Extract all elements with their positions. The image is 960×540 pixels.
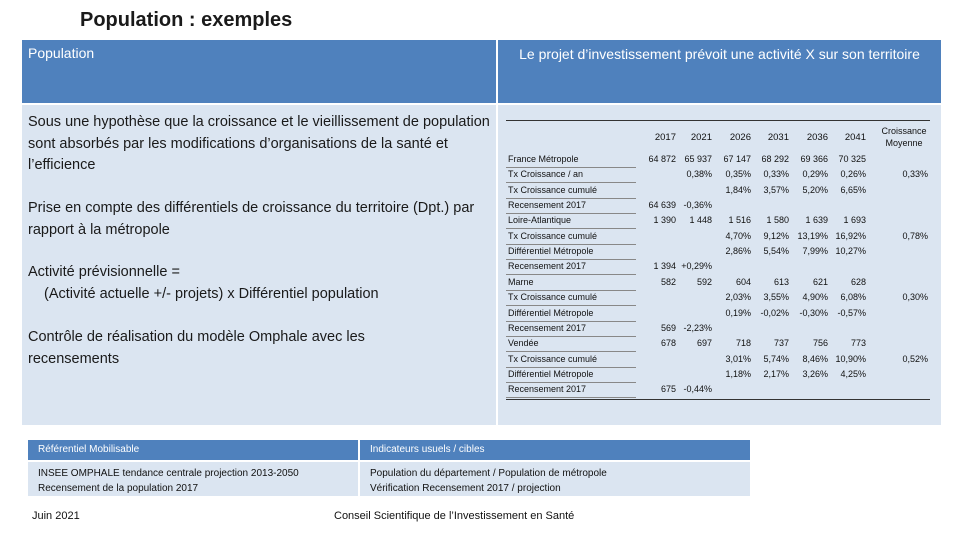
table-cell: 65 937 <box>684 154 712 164</box>
table-row-label: Loire-Atlantique <box>508 215 572 226</box>
paragraph-differential: Prise en compte des différentiels de croissance du territoire (Dpt.) par rapport à la métropole <box>28 200 475 238</box>
table-cell: 628 <box>850 276 866 287</box>
table-cell: 2,86% <box>725 246 751 257</box>
table-cell: 69 366 <box>800 154 828 164</box>
avg-growth-cell: 0,30% <box>902 292 928 303</box>
table-cell: 613 <box>773 276 789 287</box>
row-divider <box>506 198 636 199</box>
table-row-label: Tx Croissance cumulé <box>508 353 598 364</box>
table-cell: -0,36% <box>683 200 712 211</box>
table-row-label: Recensement 2017 <box>508 384 587 395</box>
paragraph-hypothesis: Sous une hypothèse que la croissance et le vieillissement de population sont absorbés par les modifications d’organisations de la santé et l’efficience <box>28 114 490 173</box>
year-header-2017: 2017 <box>654 132 676 143</box>
table-cell: 64 872 <box>648 154 676 164</box>
avg-growth-header: Croissance Moyenne <box>881 126 927 148</box>
table-cell: 756 <box>812 338 828 349</box>
table-row-label: Tx Croissance cumulé <box>508 292 598 303</box>
footer-date: Juin 2021 <box>32 510 80 522</box>
table-cell: 9,12% <box>763 230 789 241</box>
table-cell: 10,27% <box>835 246 866 257</box>
table-cell: 5,20% <box>802 184 828 195</box>
referentiel-cell <box>28 462 358 496</box>
table-cell: -0,57% <box>837 307 866 318</box>
table-row-label: Tx Croissance / an <box>508 169 584 180</box>
table-cell: 6,65% <box>840 184 866 195</box>
table-cell: 773 <box>850 338 866 349</box>
left-panel <box>22 105 496 425</box>
year-header-2021: 2021 <box>690 132 712 143</box>
row-divider <box>506 167 636 168</box>
indicators-cell <box>360 462 750 496</box>
row-divider <box>506 305 636 306</box>
table-cell: 2,03% <box>725 292 751 303</box>
table-cell: -2,23% <box>683 322 712 333</box>
table-cell: 13,19% <box>797 230 828 241</box>
year-header-2026: 2026 <box>729 132 751 143</box>
row-divider <box>506 290 636 291</box>
year-header-2041: 2041 <box>844 132 866 143</box>
table-cell: 582 <box>660 276 676 287</box>
avg-growth-cell: 0,78% <box>902 230 928 241</box>
table-cell: 2,17% <box>763 368 789 379</box>
table-cell: 1 394 <box>653 261 676 272</box>
table-cell: 0,33% <box>763 169 789 180</box>
table-cell: 64 639 <box>648 200 676 211</box>
table-cell: 3,26% <box>802 368 828 379</box>
table-cell: -0,02% <box>760 307 789 318</box>
header-project: Le projet d’investissement prévoit une activité X sur son territoire <box>498 40 941 103</box>
row-divider <box>506 397 636 398</box>
table-cell: 1,18% <box>725 368 751 379</box>
year-header-2031: 2031 <box>767 132 789 143</box>
table-cell: 7,99% <box>802 246 828 257</box>
row-divider <box>506 244 636 245</box>
table-row-label: Différentiel Métropole <box>508 246 594 257</box>
table-cell: 592 <box>696 276 712 287</box>
table-cell: 0,38% <box>686 169 712 180</box>
table-row-label: Recensement 2017 <box>508 261 587 272</box>
table-cell: +0,29% <box>681 261 712 272</box>
slide-title: Population : exemples <box>80 9 293 31</box>
table-cell: 70 325 <box>838 154 866 164</box>
table-cell: 1,84% <box>725 184 751 195</box>
table-cell: 0,19% <box>725 307 751 318</box>
table-cell: 1 516 <box>728 215 751 226</box>
indicators-line-2: Vérification Recensement 2017 / projection <box>370 483 561 494</box>
table-row-label: Tx Croissance cumulé <box>508 230 598 241</box>
footer-organization: Conseil Scientifique de l’Investissement en Santé <box>334 510 575 522</box>
table-cell: 4,90% <box>802 292 828 303</box>
row-divider <box>506 336 636 337</box>
table-cell: 675 <box>660 384 676 395</box>
table-cell: 569 <box>660 322 676 333</box>
indicators-line-1: Population du département / Population de métropole <box>370 468 607 479</box>
table-row-label: Différentiel Métropole <box>508 368 594 379</box>
table-cell: -0,30% <box>799 307 828 318</box>
table-cell: 67 147 <box>723 154 751 164</box>
table-row-label: Différentiel Métropole <box>508 307 594 318</box>
table-cell: 0,26% <box>840 169 866 180</box>
table-cell: 0,29% <box>802 169 828 180</box>
table-cell: 3,55% <box>763 292 789 303</box>
row-divider <box>506 382 636 383</box>
table-cell: 1 639 <box>805 215 828 226</box>
table-cell: 68 292 <box>761 154 789 164</box>
row-divider <box>506 213 636 214</box>
table-cell: 8,46% <box>802 353 828 364</box>
avg-growth-cell: 0,33% <box>902 169 928 180</box>
avg-growth-cell: 0,52% <box>902 353 928 364</box>
population-table <box>506 120 930 400</box>
table-row-label: Vendée <box>508 338 539 349</box>
table-cell: 1 448 <box>689 215 712 226</box>
table-cell: 3,01% <box>725 353 751 364</box>
row-divider <box>506 321 636 322</box>
header-population: Population <box>22 40 496 103</box>
table-cell: 678 <box>660 338 676 349</box>
row-divider <box>506 228 636 229</box>
table-cell: 737 <box>773 338 789 349</box>
table-cell: 1 580 <box>766 215 789 226</box>
table-row-label: France Métropole <box>508 154 579 164</box>
row-divider <box>506 351 636 352</box>
table-cell: 604 <box>735 276 751 287</box>
table-row-label: Recensement 2017 <box>508 322 587 333</box>
row-divider <box>506 274 636 275</box>
paragraph-control: Contrôle de réalisation du modèle Omphale avec les recensements <box>28 329 365 367</box>
table-cell: -0,44% <box>683 384 712 395</box>
table-cell: 6,08% <box>840 292 866 303</box>
table-cell: 0,35% <box>725 169 751 180</box>
table-cell: 718 <box>735 338 751 349</box>
table-cell: 16,92% <box>835 230 866 241</box>
table-cell: 697 <box>696 338 712 349</box>
row-divider <box>506 259 636 260</box>
table-cell: 621 <box>812 276 828 287</box>
paragraph-activity-formula-detail: (Activité actuelle +/- projets) x Différentiel population <box>44 286 379 302</box>
table-cell: 5,54% <box>763 246 789 257</box>
row-divider <box>506 367 636 368</box>
indicators-header: Indicateurs usuels / cibles <box>360 440 750 460</box>
table-cell: 1 390 <box>653 215 676 226</box>
table-cell: 5,74% <box>763 353 789 364</box>
table-row-label: Recensement 2017 <box>508 200 587 211</box>
table-cell: 1 693 <box>843 215 866 226</box>
referentiel-line-2: Recensement de la population 2017 <box>38 483 199 494</box>
referentiel-line-1: INSEE OMPHALE tendance centrale projection 2013-2050 <box>38 468 299 479</box>
referentiel-header: Référentiel Mobilisable <box>28 440 358 460</box>
table-row-label: Marne <box>508 276 534 287</box>
table-cell: 4,25% <box>840 368 866 379</box>
table-cell: 3,57% <box>763 184 789 195</box>
year-header-2036: 2036 <box>806 132 828 143</box>
table-row-label: Tx Croissance cumulé <box>508 184 598 195</box>
row-divider <box>506 182 636 183</box>
table-cell: 10,90% <box>835 353 866 364</box>
table-cell: 4,70% <box>725 230 751 241</box>
paragraph-activity-formula: Activité prévisionnelle = <box>28 264 180 280</box>
